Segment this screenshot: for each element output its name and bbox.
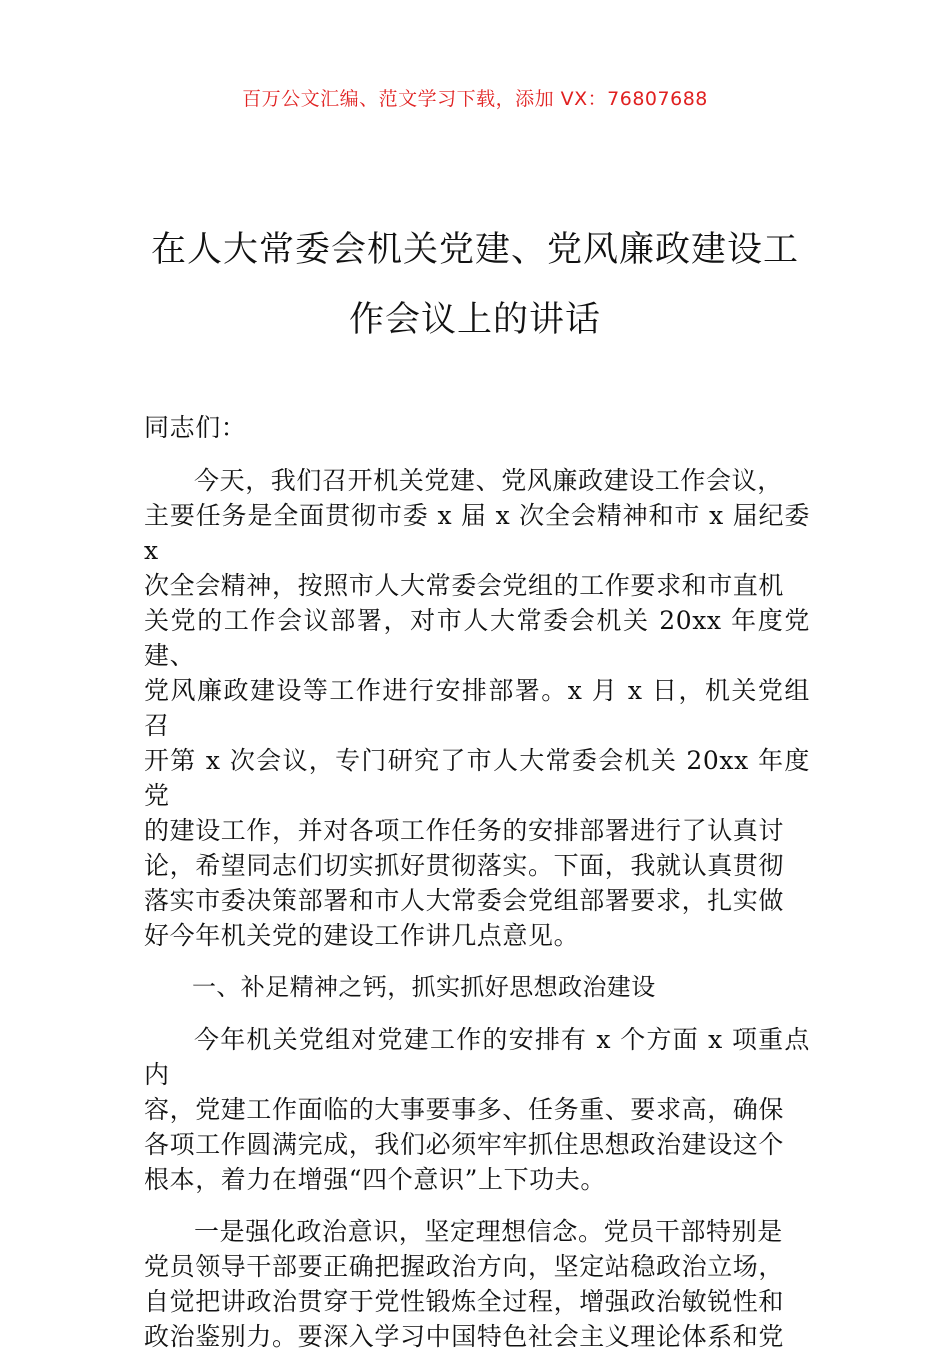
text-line: 党员领导干部要正确把握政治方向，坚定站稳政治立场， (144, 1252, 785, 1281)
paragraph-intro (144, 463, 810, 953)
text-line: 次全会精神，按照市人大常委会党组的工作要求和市直机 (144, 571, 785, 600)
section-heading: 一、补足精神之钙，抓实抓好思想政治建设 (192, 973, 656, 1001)
salutation: 同志们： (144, 413, 247, 442)
text-line: 好今年机关党的建设工作讲几点意见。 (144, 921, 580, 950)
text-line: 关党的工作会议部署，对市人大常委会机关 20xx 年度党建、 (144, 606, 810, 670)
document-body (144, 410, 810, 1371)
text-line: 今年机关党组对党建工作的安排有 x 个方面 x 项重点内 (144, 1025, 810, 1089)
text-line: 主要任务是全面贯彻市委 x 届 x 次全会精神和市 x 届纪委 x (144, 501, 810, 565)
text-line: 根本，着力在增强“四个意识”上下功夫。 (144, 1165, 606, 1194)
title-line: 作会议上的讲话 (348, 300, 601, 340)
text-line: 今天，我们召开机关党建、党风廉政建设工作会议， (194, 466, 783, 495)
paragraph-point1 (144, 1214, 810, 1354)
document-title (140, 215, 810, 355)
text-line: 落实市委决策部署和市人大常委会党组部署要求，扎实做 (144, 886, 785, 915)
header-banner: 百万公文汇编、范文学习下载，添加 VX：76807688 (242, 88, 708, 110)
text-line: 一是强化政治意识，坚定理想信念。党员干部特别是 (194, 1217, 783, 1246)
paragraph-section1 (144, 1022, 810, 1197)
text-line: 容，党建工作面临的大事要事多、任务重、要求高，确保 (144, 1095, 785, 1124)
text-line: 政治鉴别力。要深入学习中国特色社会主义理论体系和党 (144, 1322, 785, 1351)
text-line: 各项工作圆满完成，我们必须牢牢抓住思想政治建设这个 (144, 1130, 785, 1159)
text-line: 论，希望同志们切实抓好贯彻落实。下面，我就认真贯彻 (144, 851, 785, 880)
text-line: 开第 x 次会议，专门研究了市人大常委会机关 20xx 年度党 (144, 746, 810, 810)
text-line: 的建设工作，并对各项工作任务的安排部署进行了认真讨 (144, 816, 785, 845)
text-line: 党风廉政建设等工作进行安排部署。x 月 x 日，机关党组召 (144, 676, 810, 740)
title-line: 在人大常委会机关党建、党风廉政建设工 (150, 230, 799, 270)
text-line: 自觉把讲政治贯穿于党性锻炼全过程，增强政治敏锐性和 (144, 1287, 785, 1316)
